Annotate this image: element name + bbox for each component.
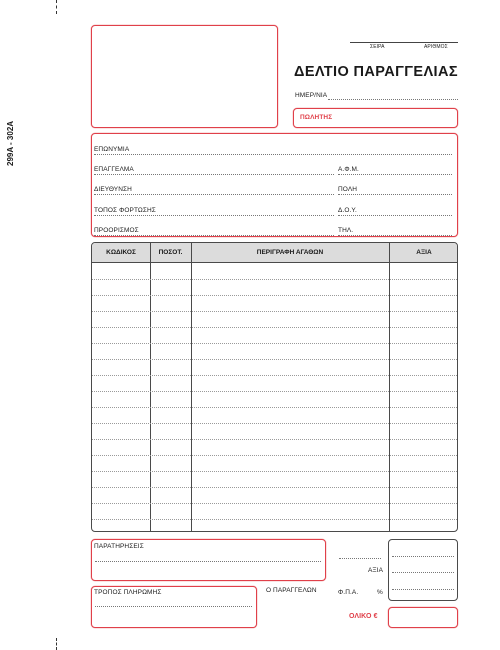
value-label: ΑΞΙΑ: [368, 567, 384, 574]
address-label: ΔΙΕΥΘΥΝΣΗ: [94, 186, 132, 193]
serial-label: ΣΕΙΡΑ: [370, 44, 385, 50]
phone-field[interactable]: [338, 235, 452, 236]
vat-amount-field[interactable]: [392, 589, 454, 590]
name-label: ΕΠΩΝΥΜΙΑ: [94, 146, 130, 153]
table-row[interactable]: [92, 439, 457, 440]
seller-field[interactable]: [293, 108, 458, 128]
table-row[interactable]: [92, 471, 457, 472]
table-row[interactable]: [92, 407, 457, 408]
phone-label: ΤΗΛ.: [338, 227, 354, 234]
payment-line: [95, 606, 252, 607]
profession-label: ΕΠΑΓΓΕΛΜΑ: [94, 166, 134, 173]
total-label: ΟΛΙΚΟ €: [349, 613, 378, 620]
number-label: ΑΡΙΘΜΟΣ: [424, 44, 448, 50]
perforation-mark-top: [56, 0, 57, 14]
column-header-quantity: ΠΟΣΟΤ.: [158, 249, 183, 256]
table-row[interactable]: [92, 279, 457, 280]
tax-office-field[interactable]: [338, 215, 452, 216]
form-code: 299A - 302A: [6, 120, 15, 166]
value-subtotal-line: [339, 558, 381, 559]
tax-office-label: Δ.Ο.Υ.: [338, 207, 357, 214]
name-field[interactable]: [94, 154, 452, 155]
issuer-box[interactable]: [91, 25, 278, 128]
table-row[interactable]: [92, 391, 457, 392]
date-label: ΗΜΕΡ/ΝΙΑ: [295, 92, 328, 99]
date-field[interactable]: [328, 99, 458, 100]
serial-line: [350, 42, 458, 43]
vat-label: Φ.Π.Α.: [338, 589, 359, 596]
items-table: [91, 242, 458, 532]
items-table-header: [92, 243, 457, 263]
destination-field[interactable]: [94, 235, 334, 236]
value-field[interactable]: [392, 556, 454, 557]
table-row[interactable]: [92, 519, 457, 520]
table-row[interactable]: [92, 503, 457, 504]
orderer-label: Ο ΠΑΡΑΓΓΕΛΩΝ: [266, 587, 317, 594]
profession-field[interactable]: [94, 174, 334, 175]
remarks-field[interactable]: [91, 539, 326, 581]
perforation-mark-bottom: [56, 638, 57, 650]
address-field[interactable]: [94, 194, 334, 195]
city-field[interactable]: [338, 194, 452, 195]
table-row[interactable]: [92, 375, 457, 376]
table-row[interactable]: [92, 455, 457, 456]
city-label: ΠΟΛΗ: [338, 186, 358, 193]
vat-number-label: Α.Φ.Μ.: [338, 166, 359, 173]
totals-box[interactable]: [388, 539, 458, 601]
destination-label: ΠΡΟΟΡΙΣΜΟΣ: [94, 227, 139, 234]
vat-percent-label: %: [377, 589, 383, 596]
table-row[interactable]: [92, 295, 457, 296]
payment-method-field[interactable]: [91, 586, 257, 628]
vat-field[interactable]: [392, 572, 454, 573]
total-field[interactable]: [388, 607, 458, 628]
vat-number-field[interactable]: [338, 174, 452, 175]
table-row[interactable]: [92, 359, 457, 360]
page-title: ΔΕΛΤΙΟ ΠΑΡΑΓΓΕΛΙΑΣ: [294, 64, 458, 80]
payment-method-label: ΤΡΟΠΟΣ ΠΛΗΡΩΜΗΣ: [94, 589, 162, 596]
seller-label: ΠΩΛΗΤΗΣ: [300, 114, 333, 121]
loading-place-field[interactable]: [94, 215, 334, 216]
table-row[interactable]: [92, 423, 457, 424]
column-header-value: ΑΞΙΑ: [416, 249, 432, 256]
column-header-description: ΠΕΡΙΓΡΑΦΗ ΑΓΑΘΩΝ: [256, 249, 324, 256]
table-row[interactable]: [92, 311, 457, 312]
loading-place-label: ΤΟΠΟΣ ΦΟΡΤΩΣΗΣ: [94, 207, 156, 214]
table-row[interactable]: [92, 327, 457, 328]
table-row[interactable]: [92, 343, 457, 344]
remarks-label: ΠΑΡΑΤΗΡΗΣΕΙΣ: [94, 543, 144, 550]
column-header-code: ΚΩΔΙΚΟΣ: [106, 249, 136, 256]
table-row[interactable]: [92, 487, 457, 488]
customer-box: [91, 133, 458, 237]
remarks-line: [95, 561, 321, 562]
